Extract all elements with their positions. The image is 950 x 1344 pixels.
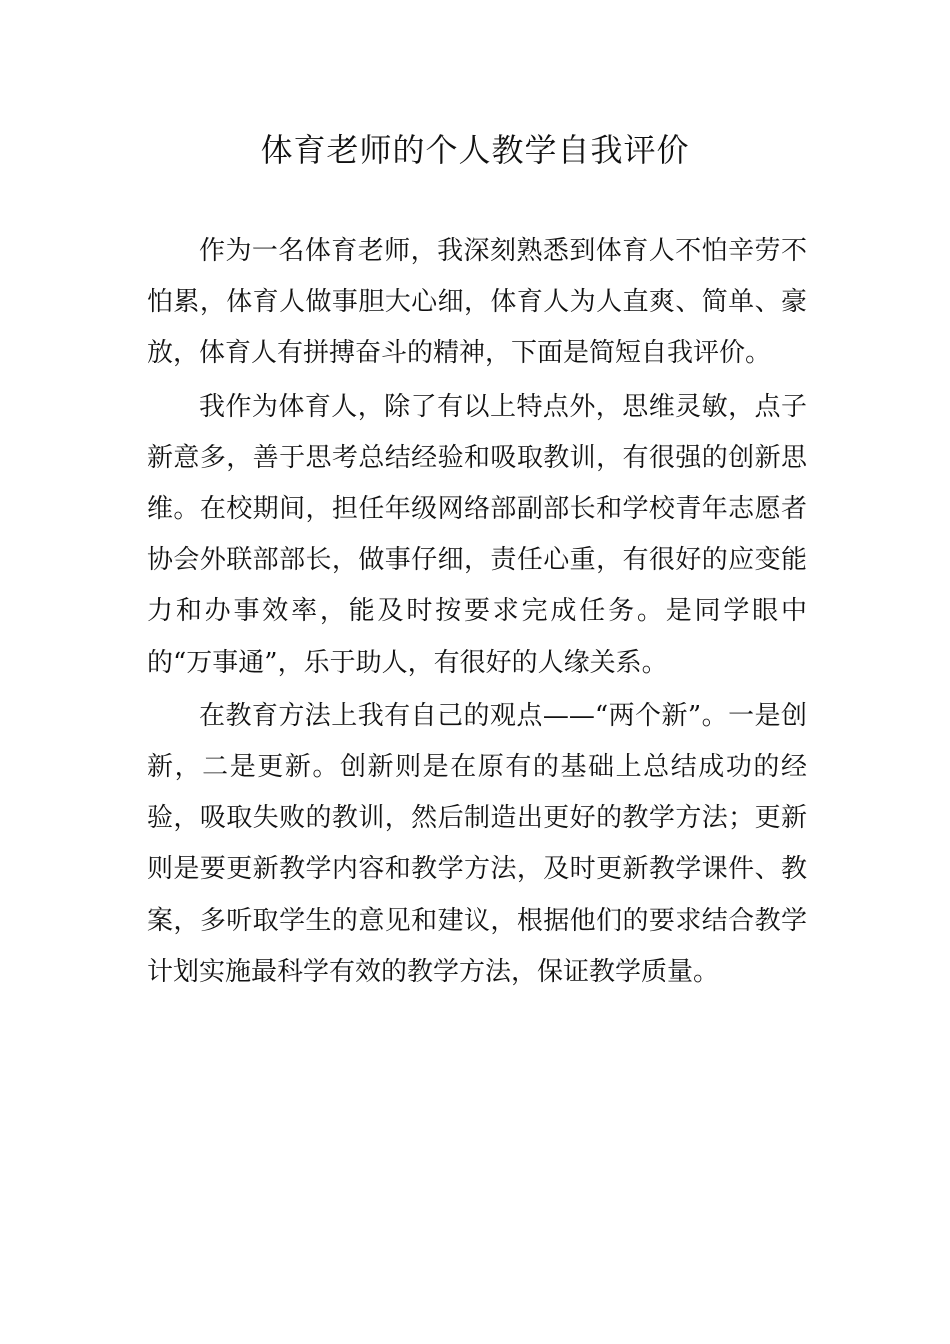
paragraph-intro: 作为一名体育老师，我深刻熟悉到体育人不怕辛劳不怕累，体育人做事胆大心细，体育人为人直爽、简单、豪放，体育人有拼搏奋斗的精神，下面是简短自我评价。 — [147, 236, 807, 369]
document-body — [147, 226, 807, 1000]
paragraph-methods: 在教育方法上我有自己的观点——“两个新”。一是创新，二是更新。创新则是在原有的基础上总结成功的经验，吸取失败的教训，然后制造出更好的教学方法；更新则是要更新教学内容和教学方法，及时更新教学课件、教案，多听取学生的意见和建议，根据他们的要求结合教学计划实施最科学有效的教学方法，保证教学质量。 — [147, 700, 807, 987]
document-title: 体育老师的个人教学自我评价 — [260, 131, 690, 169]
paragraph-traits: 我作为体育人，除了有以上特点外，思维灵敏，点子新意多，善于思考总结经验和吸取教训，有很强的创新思维。在校期间，担任年级网络部副部长和学校青年志愿者协会外联部部长，做事仔细，责任心重，有很好的应变能力和办事效率，能及时按要求完成任务。是同学眼中的“万事通”，乐于助人，有很好的人缘关系。 — [147, 391, 807, 678]
